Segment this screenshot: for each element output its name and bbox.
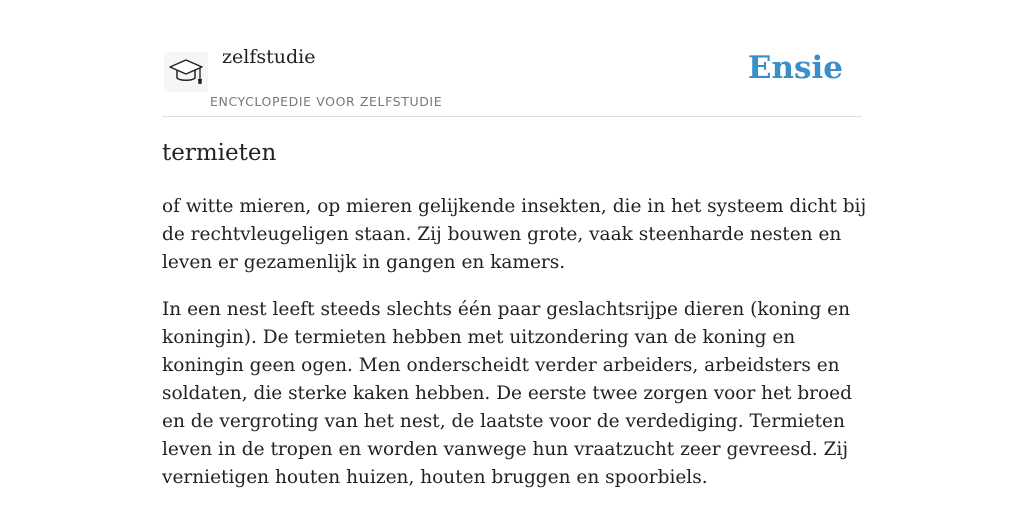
site-tagline: ENCYCLOPEDIE VOOR ZELFSTUDIE (210, 94, 443, 109)
page-title: termieten (162, 140, 277, 166)
site-name[interactable]: zelfstudie (222, 46, 316, 68)
site-logo[interactable] (164, 52, 208, 92)
graduation-cap-icon (167, 57, 205, 87)
article-body (162, 193, 867, 511)
article-paragraph: of witte mieren, op mieren gelijkende insekten, die in het systeem dicht bij de rechtvleugeligen staan. Zij bouwen grote, vaak steenharde nesten en leven er gezamenlijk in gangen en kamers. (162, 196, 867, 273)
site-header (162, 40, 862, 117)
article-paragraph: In een nest leeft steeds slechts één paar geslachtsrijpe dieren (koning en koningin). De termieten hebben met uitzondering van de koning en koningin geen ogen. Men onderscheidt verder arbeiders, arbeidsters en soldaten, die sterke kaken hebben. De eerste twee zorgen voor het broed en de vergroting van het nest, de laatste voor de verdediging. Termieten leven in de tropen en worden vanwege hun vraatzucht zeer gevreesd. Zij vernietigen houten huizen, houten bruggen en spoorbiels. (162, 299, 852, 488)
brand-logo-link[interactable]: Ensie (747, 50, 843, 86)
